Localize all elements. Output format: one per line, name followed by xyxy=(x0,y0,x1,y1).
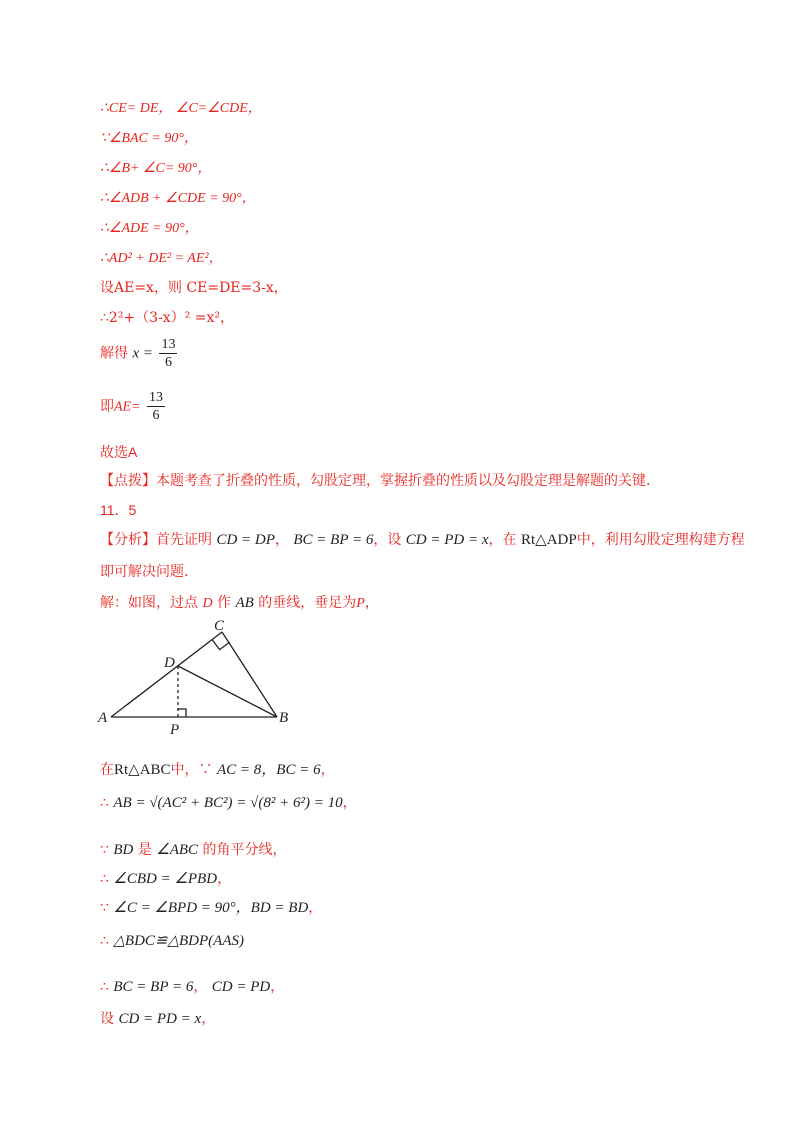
fraction-13-6-result: $\frac{13}{6}$ xyxy=(149,390,164,423)
step-equation: ∴2²+（3-x）² =x²， xyxy=(100,310,234,326)
solution-step-5: ∵ ∠C = ∠BPD = 90°，BD = BD， xyxy=(100,900,323,916)
right-angle-p xyxy=(178,709,186,717)
question-number: 11．5 xyxy=(100,502,137,518)
fraction-13-6: $\frac{13}{6}$ xyxy=(161,337,176,370)
solution-step-8: 设 CD = PD = x， xyxy=(100,1011,216,1027)
step-bac-90: ∵∠BAC = 90°， xyxy=(100,131,198,146)
step-let-ae: 设AE=x，则 CE=DE=3-x， xyxy=(100,280,288,296)
solution-step-3: ∵ BD 是 ∠ABC 的角平分线， xyxy=(100,842,287,858)
label-b: B xyxy=(279,710,289,726)
label-p: P xyxy=(170,722,180,737)
label-a: A xyxy=(98,710,108,726)
segment-cb xyxy=(222,632,277,717)
step-result: 即AE= $\frac{13}{6}$ xyxy=(100,390,164,423)
step-adb-cde: ∴∠ADB + ∠CDE = 90°， xyxy=(100,191,256,206)
segment-db xyxy=(178,666,277,717)
answer-choice: 故选A xyxy=(100,444,138,460)
solution-step-4: ∴ ∠CBD = ∠PBD， xyxy=(100,871,232,887)
solution-step-2: ∴ AB = √(AC² + BC²) = √(8² + 6²) = 10， xyxy=(100,795,357,811)
step-b-c-90: ∴∠B+ ∠C= 90°， xyxy=(100,161,212,176)
solution-step-1: 在Rt△ABC中，∵ AC = 8，BC = 6， xyxy=(100,762,335,778)
solution-step-6: ∴ △BDC≌△BDP(AAS) xyxy=(100,933,244,949)
analysis-line2: 即可解决问题. xyxy=(100,564,189,580)
label-c: C xyxy=(214,618,225,634)
right-angle-c xyxy=(212,640,230,650)
step-ce-de: ∴CE= DE， ∠C=∠CDE， xyxy=(100,101,262,116)
label-d: D xyxy=(164,655,175,671)
triangle-figure xyxy=(90,612,320,737)
segment-ac xyxy=(111,632,222,717)
solution-intro: 解：如图，过点 D 作 AB 的垂线，垂足为P， xyxy=(100,595,379,611)
solution-step-7: ∴ BC = BP = 6， CD = PD， xyxy=(100,979,285,995)
step-ade-90: ∴∠ADE = 90°， xyxy=(100,221,199,236)
step-pythagoras: ∴AD² + DE² = AE²， xyxy=(100,251,223,266)
step-solve: 解得 x = $\frac{13}{6}$ xyxy=(100,337,176,370)
tip-note: 【点拨】本题考查了折叠的性质，勾股定理，掌握折叠的性质以及勾股定理是解题的关键. xyxy=(100,473,651,489)
analysis: 【分析】首先证明 CD = DP， BC = BP = 6，设 CD = PD = x，在 Rt△ADP中，利用勾股定理构建方程 xyxy=(100,532,745,548)
